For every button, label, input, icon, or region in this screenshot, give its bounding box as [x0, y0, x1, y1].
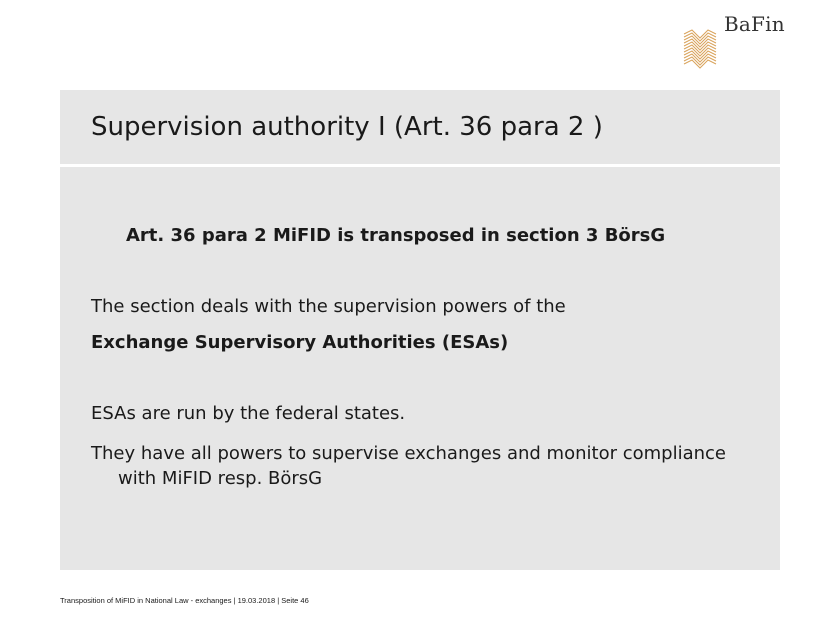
esa-run-text: ESAs are run by the federal states. — [91, 403, 406, 424]
bafin-wave-logo-icon — [682, 28, 722, 70]
esa-text: Exchange Supervisory Authorities (ESAs) — [91, 332, 509, 353]
esa-powers-text: They have all powers to supervise exchanges and monitor compliance with MiFID resp. BörsG — [91, 443, 726, 489]
slide-headline: Art. 36 para 2 MiFID is transposed in section 3 BörsG — [126, 225, 666, 246]
slide-footer: Transposition of MiFID in National Law - exchanges | 19.03.2018 | Seite 46 — [60, 596, 309, 605]
bafin-logo-text: BaFin — [724, 12, 785, 36]
content-panel — [60, 167, 780, 570]
title-panel — [60, 90, 780, 164]
intro-text: The section deals with the supervision powers of the — [91, 296, 566, 317]
slide-title: Supervision authority I (Art. 36 para 2 ) — [91, 112, 603, 142]
bafin-logo — [678, 8, 808, 68]
